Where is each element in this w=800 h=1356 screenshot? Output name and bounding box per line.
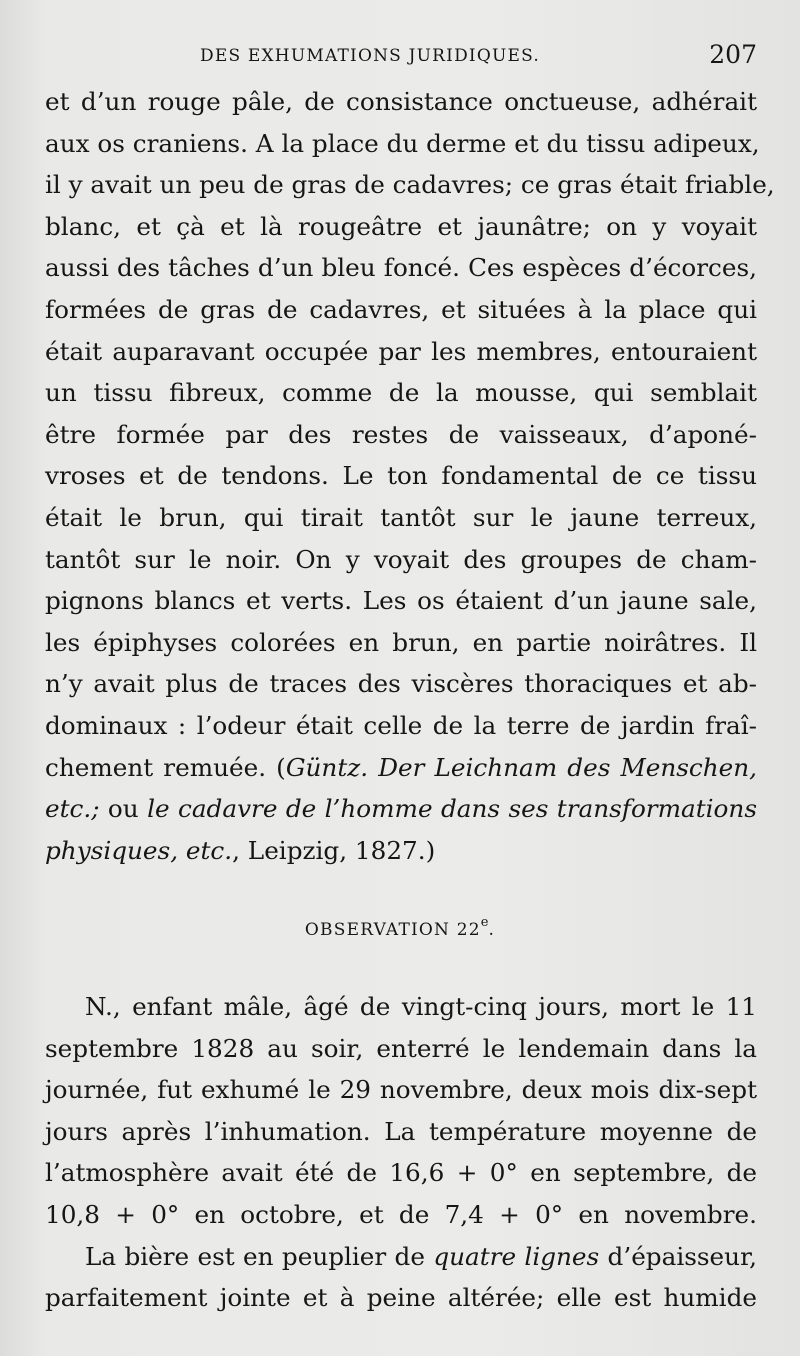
italic-measure: quatre lignes	[433, 1241, 600, 1271]
running-title: DES EXHUMATIONS JURIDIQUES.	[200, 46, 540, 66]
observation-title: OBSERVATION 22	[304, 920, 481, 940]
text-line-citation	[45, 747, 757, 789]
paragraph-continuation	[45, 81, 775, 871]
citation-title-french-end: physiques, etc.	[45, 835, 233, 865]
observation-body	[45, 986, 757, 1319]
text-line: il y avait un peu de gras de cadavres; ce gras était friable,	[45, 170, 775, 200]
text-line: journée, fut exhumé le 29 novembre, deux mois dix-sept	[45, 1075, 757, 1105]
text-line-citation	[45, 830, 757, 872]
text-plain: d’épaisseur,	[599, 1241, 758, 1271]
citation-title-french: le cadavre de l’homme dans ses transformations	[147, 794, 757, 824]
text-line: tantôt sur le noir. On y voyait des groupes de cham-	[45, 544, 757, 574]
page-header	[45, 40, 757, 80]
citation-title-german: Güntz. Der Leichnam des Menschen,	[285, 752, 758, 782]
text-plain: chement remuée. (	[45, 752, 286, 782]
observation-superscript: e	[480, 915, 489, 930]
page-number: 207	[709, 40, 757, 69]
text-line: parfaitement jointe et à peine altérée; elle est humide	[45, 1283, 757, 1313]
text-line: septembre 1828 au soir, enterré le lendemain dans la	[45, 1033, 757, 1063]
text-line: était auparavant occupée par les membres, entouraient	[45, 336, 757, 366]
text-line: et d’un rouge pâle, de consistance onctueuse, adhérait	[45, 87, 757, 116]
text-line: blanc, et çà et là rougeâtre et jaunâtre; on y voyait	[45, 211, 757, 241]
text-line: l’atmosphère avait été de 16,6 + 0° en septembre, de	[45, 1158, 757, 1188]
text-line: n’y avait plus de traces des viscères thoraciques et ab-	[45, 669, 757, 699]
text-line: N., enfant mâle, âgé de vingt-cinq jours, mort le 11	[85, 992, 757, 1021]
text-line: aux os craniens. A la place du derme et du tissu adipeux,	[45, 128, 760, 158]
text-line: aussi des tâches d’un bleu foncé. Ces espèces d’écorces,	[45, 253, 757, 283]
observation-period: .	[488, 920, 496, 940]
text-line: vroses et de tendons. Le ton fondamental de ce tissu	[45, 461, 757, 491]
text-line: les épiphyses colorées en brun, en partie noirâtres. Il	[45, 627, 757, 657]
text-line: formées de gras de cadavres, et situées à la place qui	[45, 294, 757, 324]
text-line: un tissu fibreux, comme de la mousse, qui semblait	[45, 378, 757, 408]
text-line: 10,8 + 0° en octobre, et de 7,4 + 0° en novembre.	[45, 1199, 757, 1229]
observation-heading	[0, 915, 800, 940]
text-line: dominaux : l’odeur était celle de la terre de jardin fraî-	[45, 710, 757, 740]
citation-place-year: , Leipzig, 1827.)	[232, 835, 436, 865]
citation-etc: etc.;	[45, 794, 100, 824]
text-line-citation	[45, 788, 757, 830]
text-line: était le brun, qui tirait tantôt sur le jaune terreux,	[45, 502, 757, 532]
text-line: être formée par des restes de vaisseaux, d’aponé-	[45, 419, 757, 449]
text-line: pignons blancs et verts. Les os étaient d’un jaune sale,	[45, 586, 757, 616]
text-plain: ou	[99, 794, 148, 824]
text-plain: La bière est en peuplier de	[85, 1241, 434, 1271]
text-line	[45, 1236, 757, 1278]
text-line: jours après l’inhumation. La température moyenne de	[45, 1116, 757, 1146]
